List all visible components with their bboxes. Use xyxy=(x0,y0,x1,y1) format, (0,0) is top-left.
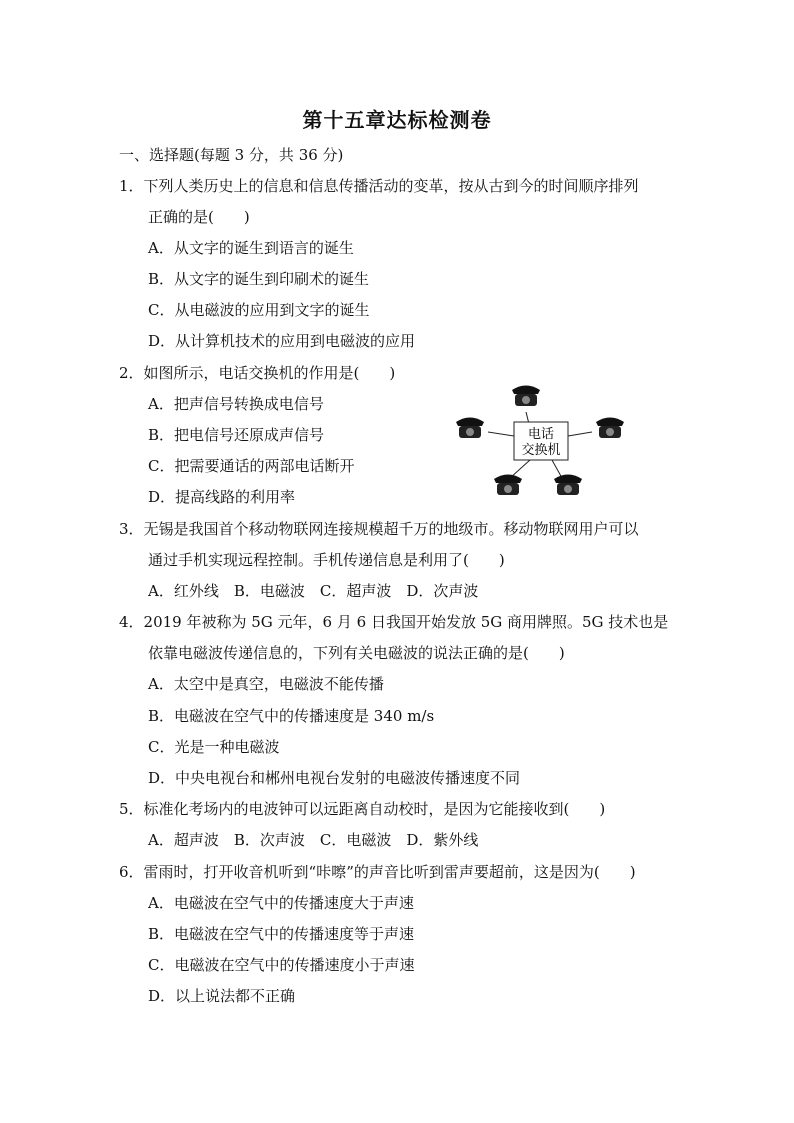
q2-option-c: C．把需要通话的两部电话断开 xyxy=(148,457,355,475)
q6-option-a: A．电磁波在空气中的传播速度大于声速 xyxy=(148,894,414,912)
q1-option-d: D．从计算机技术的应用到电磁波的应用 xyxy=(148,332,416,350)
switchboard-figure xyxy=(446,382,636,506)
q6-option-d: D．以上说法都不正确 xyxy=(148,987,296,1005)
q4-option-b: B．电磁波在空气中的传播速度是 340 m/s xyxy=(148,707,435,725)
q1-option-b: B．从文字的诞生到印刷术的诞生 xyxy=(148,270,370,288)
q6-option-b: B．电磁波在空气中的传播速度等于声速 xyxy=(148,925,415,943)
q4-option-d: D．中央电视台和郴州电视台发射的电磁波传播速度不同 xyxy=(148,769,521,787)
q5-stem: 5．标准化考场内的电波钟可以远距离自动校时，是因为它能接收到( ) xyxy=(119,800,606,818)
box-label-line2: 交换机 xyxy=(521,443,561,458)
telephone-icon xyxy=(494,475,522,496)
q3-stem: 3．无锡是我国首个移动物联网连接规模超千万的地级市。移动物联网用户可以 xyxy=(119,520,639,538)
q2-option-b: B．把电信号还原成声信号 xyxy=(148,426,325,444)
q4-option-a: A．太空中是真空，电磁波不能传播 xyxy=(148,675,384,693)
q4-stem: 4．2019 年被称为 5G 元年，6 月 6 日我国开始发放 5G 商用牌照。5G 技术也是 xyxy=(119,613,669,631)
q2-option-a: A．把声信号转换成电信号 xyxy=(148,395,324,413)
q1-option-c: C．从电磁波的应用到文字的诞生 xyxy=(148,301,370,319)
q6-stem: 6．雷雨时，打开收音机听到“咔嚓”的声音比听到雷声要超前，这是因为( ) xyxy=(119,863,636,881)
q3-stem-cont: 通过手机实现远程控制。手机传递信息是利用了( ) xyxy=(148,551,505,569)
q1-stem-cont: 正确的是( ) xyxy=(148,208,250,226)
q2-stem: 2．如图所示，电话交换机的作用是( ) xyxy=(119,364,396,382)
telephone-icon xyxy=(456,418,484,439)
q6-option-c: C．电磁波在空气中的传播速度小于声速 xyxy=(148,956,415,974)
q4-stem-cont: 依靠电磁波传递信息的，下列有关电磁波的说法正确的是( ) xyxy=(148,644,565,662)
telephone-icon xyxy=(596,418,624,439)
telephone-icon xyxy=(554,475,582,496)
q3-options: A．红外线 B．电磁波 C．超声波 D．次声波 xyxy=(148,582,479,600)
box-label-line1: 电话 xyxy=(527,427,555,442)
telephone-icon xyxy=(512,386,540,407)
page-title: 第十五章达标检测卷 xyxy=(302,108,492,132)
q1-option-a: A．从文字的诞生到语言的诞生 xyxy=(148,239,354,257)
q5-options: A．超声波 B．次声波 C．电磁波 D．紫外线 xyxy=(148,831,479,849)
section-heading: 一、选择题(每题 3 分，共 36 分) xyxy=(119,146,344,164)
q1-stem: 1．下列人类历史上的信息和信息传播活动的变革，按从古到今的时间顺序排列 xyxy=(119,177,639,195)
q4-option-c: C．光是一种电磁波 xyxy=(148,738,280,756)
q2-option-d: D．提高线路的利用率 xyxy=(148,488,296,506)
